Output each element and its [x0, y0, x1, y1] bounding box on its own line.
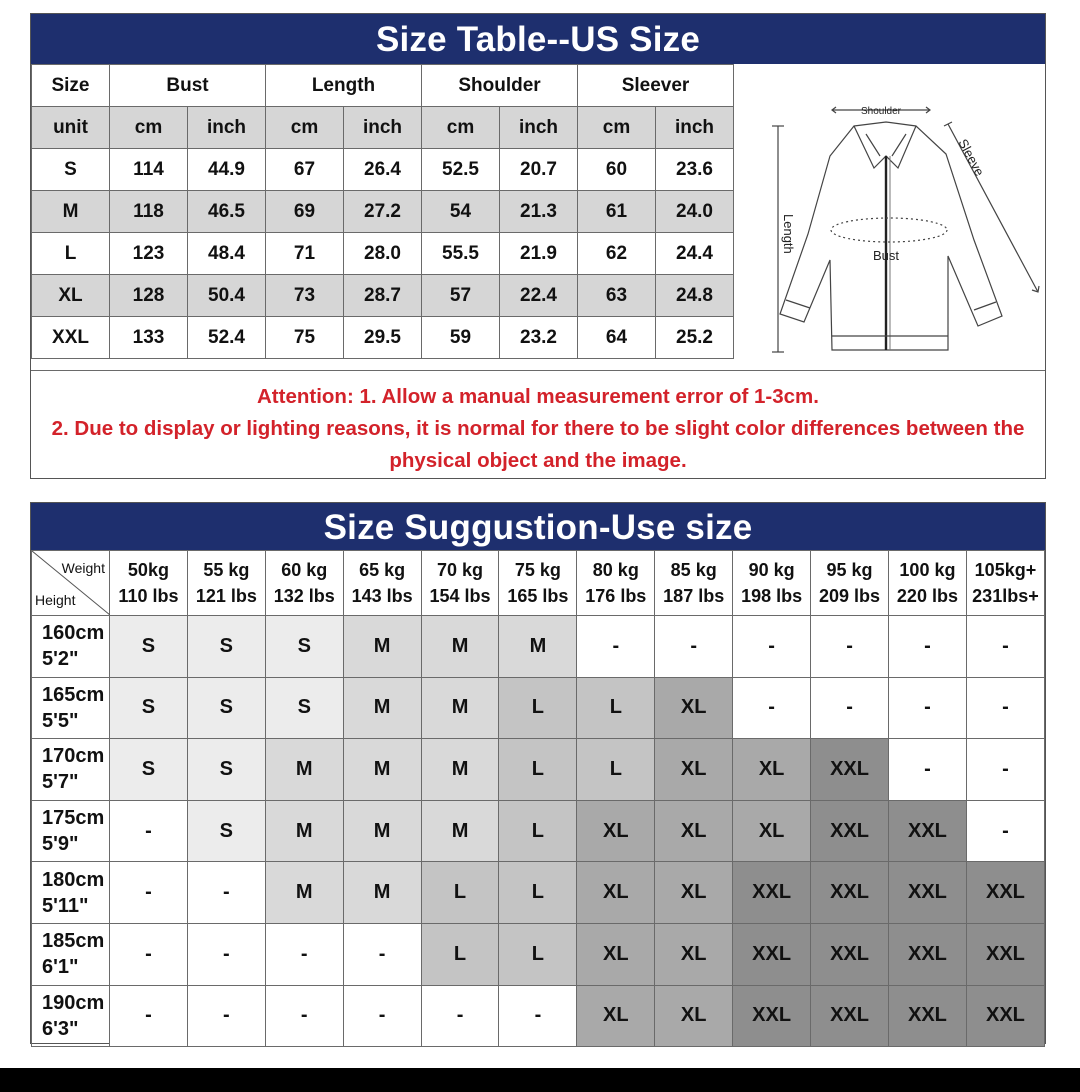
recommended-size-cell: - — [265, 923, 343, 985]
recommended-size-cell: XXL — [811, 800, 889, 862]
weight-kg: 90 kg — [748, 560, 795, 580]
recommended-size-cell: M — [343, 739, 421, 801]
weight-header-cell — [966, 551, 1044, 616]
size-table — [31, 64, 734, 359]
recommended-size-cell: XL — [733, 739, 811, 801]
weight-lbs: 176 lbs — [585, 586, 647, 606]
weight-kg: 80 kg — [592, 560, 639, 580]
recommended-size-cell: XXL — [811, 923, 889, 985]
weight-lbs: 220 lbs — [896, 586, 958, 606]
recommended-size-cell: XL — [577, 985, 655, 1047]
weight-lbs: 209 lbs — [819, 586, 881, 606]
recommended-size-cell: - — [966, 616, 1044, 678]
unit-cell: inch — [188, 107, 266, 149]
weight-kg: 100 kg — [899, 560, 956, 580]
measurement-cell: 71 — [266, 233, 344, 275]
measurement-cell: 24.0 — [656, 191, 734, 233]
weight-lbs: 143 lbs — [351, 586, 413, 606]
size-row — [32, 149, 734, 191]
recommended-size-cell: L — [421, 862, 499, 924]
weight-kg: 60 kg — [281, 560, 328, 580]
recommended-size-cell: - — [499, 985, 577, 1047]
weight-header-cell — [265, 551, 343, 616]
height-label — [32, 616, 110, 678]
recommended-size-cell: S — [109, 616, 187, 678]
diagram-sleeve-label: Sleeve — [955, 136, 988, 179]
size-row — [32, 191, 734, 233]
measurement-cell: 59 — [422, 317, 500, 359]
size-suggestion-table — [31, 550, 1045, 1047]
weight-kg: 75 kg — [514, 560, 561, 580]
attention-notice — [31, 370, 1045, 478]
size-row — [32, 275, 734, 317]
size-table-title: Size Table--US Size — [31, 14, 1045, 64]
weight-header-cell — [421, 551, 499, 616]
measurement-cell: 50.4 — [188, 275, 266, 317]
recommended-size-cell: XXL — [811, 985, 889, 1047]
weight-header-cell — [577, 551, 655, 616]
height-ft: 6'3" — [42, 1017, 79, 1040]
height-cm: 170cm — [42, 745, 105, 768]
header-length: Length — [266, 65, 422, 107]
recommended-size-cell: - — [888, 739, 966, 801]
recommended-size-cell: L — [499, 923, 577, 985]
size-label: XXL — [32, 317, 110, 359]
measurement-cell: 52.5 — [422, 149, 500, 191]
header-bust: Bust — [110, 65, 266, 107]
recommended-size-cell: S — [187, 800, 265, 862]
measurement-cell: 67 — [266, 149, 344, 191]
recommended-size-cell: M — [343, 677, 421, 739]
attention-line-2: 2. Due to display or lighting reasons, it is normal for there to be slight color differences between the — [51, 417, 1025, 440]
recommended-size-cell: - — [187, 923, 265, 985]
recommended-size-cell: XL — [655, 923, 733, 985]
recommended-size-cell: - — [966, 739, 1044, 801]
recommended-size-cell: XXL — [811, 862, 889, 924]
weight-header-cell — [109, 551, 187, 616]
measurement-cell: 75 — [266, 317, 344, 359]
recommended-size-cell: - — [109, 862, 187, 924]
recommended-size-cell: L — [499, 739, 577, 801]
recommended-size-cell: L — [499, 677, 577, 739]
height-cm: 190cm — [42, 991, 105, 1014]
height-cm: 160cm — [42, 622, 105, 645]
recommended-size-cell: - — [109, 800, 187, 862]
height-row — [32, 985, 1045, 1047]
recommended-size-cell: S — [187, 616, 265, 678]
recommended-size-cell: M — [421, 677, 499, 739]
height-label — [32, 862, 110, 924]
recommended-size-cell: M — [421, 739, 499, 801]
recommended-size-cell: XXL — [966, 985, 1044, 1047]
unit-cell: cm — [110, 107, 188, 149]
measurement-cell: 48.4 — [188, 233, 266, 275]
recommended-size-cell: L — [421, 923, 499, 985]
unit-cell: inch — [344, 107, 422, 149]
recommended-size-cell: - — [811, 616, 889, 678]
measurement-cell: 61 — [578, 191, 656, 233]
recommended-size-cell: L — [499, 800, 577, 862]
weight-lbs: 110 lbs — [118, 586, 179, 606]
unit-cell: cm — [578, 107, 656, 149]
recommended-size-cell: XXL — [888, 923, 966, 985]
height-label — [32, 923, 110, 985]
unit-cell: inch — [500, 107, 578, 149]
recommended-size-cell: - — [655, 616, 733, 678]
size-row — [32, 317, 734, 359]
recommended-size-cell: XXL — [811, 739, 889, 801]
recommended-size-cell: M — [265, 800, 343, 862]
weight-kg: 70 kg — [437, 560, 484, 580]
measurement-cell: 62 — [578, 233, 656, 275]
height-ft: 5'7" — [42, 771, 79, 794]
suggestion-title: Size Suggustion-Use size — [31, 503, 1045, 550]
measurement-cell: 28.7 — [344, 275, 422, 317]
recommended-size-cell: L — [577, 739, 655, 801]
size-table-header — [32, 65, 734, 107]
height-row — [32, 739, 1045, 801]
recommended-size-cell: XL — [655, 800, 733, 862]
measurement-cell: 26.4 — [344, 149, 422, 191]
measurement-cell: 25.2 — [656, 317, 734, 359]
weight-kg: 65 kg — [359, 560, 406, 580]
jacket-diagram — [734, 64, 1046, 370]
measurement-cell: 63 — [578, 275, 656, 317]
recommended-size-cell: XXL — [733, 985, 811, 1047]
measurement-cell: 21.3 — [500, 191, 578, 233]
measurement-cell: 57 — [422, 275, 500, 317]
recommended-size-cell: XXL — [888, 862, 966, 924]
weight-lbs: 165 lbs — [507, 586, 569, 606]
recommended-size-cell: - — [888, 677, 966, 739]
weight-header-cell — [655, 551, 733, 616]
measurement-cell: 44.9 — [188, 149, 266, 191]
size-row — [32, 233, 734, 275]
measurement-cell: 55.5 — [422, 233, 500, 275]
height-cm: 180cm — [42, 868, 105, 891]
recommended-size-cell: XXL — [733, 862, 811, 924]
weight-kg: 95 kg — [826, 560, 873, 580]
recommended-size-cell: XL — [655, 739, 733, 801]
weight-lbs: 198 lbs — [741, 586, 803, 606]
corner-cell — [32, 551, 110, 616]
recommended-size-cell: L — [499, 862, 577, 924]
height-row — [32, 677, 1045, 739]
recommended-size-cell: - — [187, 985, 265, 1047]
recommended-size-cell: - — [109, 985, 187, 1047]
recommended-size-cell: M — [421, 616, 499, 678]
diagram-shoulder-label: Shoulder — [860, 106, 902, 117]
jacket-outline-icon — [734, 64, 1046, 370]
recommended-size-cell: S — [265, 677, 343, 739]
recommended-size-cell: XXL — [888, 800, 966, 862]
height-row — [32, 616, 1045, 678]
height-ft: 6'1" — [42, 956, 79, 979]
recommended-size-cell: - — [966, 800, 1044, 862]
weight-header-cell — [187, 551, 265, 616]
measurement-cell: 60 — [578, 149, 656, 191]
diagram-bust-label: Bust — [872, 248, 900, 263]
recommended-size-cell: - — [577, 616, 655, 678]
weight-header-row — [32, 551, 1045, 616]
corner-height-label: Height — [35, 592, 76, 608]
recommended-size-cell: XXL — [966, 923, 1044, 985]
weight-header-cell — [343, 551, 421, 616]
height-cm: 165cm — [42, 683, 105, 706]
recommended-size-cell: M — [343, 800, 421, 862]
recommended-size-cell: M — [499, 616, 577, 678]
recommended-size-cell: M — [343, 862, 421, 924]
recommended-size-cell: - — [343, 923, 421, 985]
height-cm: 175cm — [42, 807, 105, 830]
size-label: XL — [32, 275, 110, 317]
recommended-size-cell: XXL — [733, 923, 811, 985]
measurement-cell: 46.5 — [188, 191, 266, 233]
measurement-cell: 21.9 — [500, 233, 578, 275]
weight-kg: 105kg+ — [974, 560, 1037, 580]
size-suggestion-section — [30, 502, 1046, 1044]
bottom-black-bar — [0, 1068, 1080, 1092]
measurement-cell: 27.2 — [344, 191, 422, 233]
recommended-size-cell: - — [811, 677, 889, 739]
recommended-size-cell: - — [187, 862, 265, 924]
height-ft: 5'2" — [42, 648, 79, 671]
measurement-cell: 123 — [110, 233, 188, 275]
unit-cell: cm — [266, 107, 344, 149]
weight-lbs: 231lbs+ — [972, 586, 1039, 606]
weight-header-cell — [811, 551, 889, 616]
measurement-cell: 22.4 — [500, 275, 578, 317]
recommended-size-cell: - — [343, 985, 421, 1047]
weight-lbs: 121 lbs — [195, 586, 257, 606]
recommended-size-cell: XXL — [966, 862, 1044, 924]
measurement-cell: 64 — [578, 317, 656, 359]
recommended-size-cell: XXL — [888, 985, 966, 1047]
weight-kg: 55 kg — [203, 560, 250, 580]
size-table-section — [30, 13, 1046, 479]
measurement-cell: 69 — [266, 191, 344, 233]
recommended-size-cell: - — [733, 616, 811, 678]
measurement-cell: 24.8 — [656, 275, 734, 317]
recommended-size-cell: XL — [655, 862, 733, 924]
weight-header-cell — [888, 551, 966, 616]
measurement-cell: 133 — [110, 317, 188, 359]
measurement-cell: 114 — [110, 149, 188, 191]
recommended-size-cell: L — [577, 677, 655, 739]
size-label: S — [32, 149, 110, 191]
measurement-cell: 28.0 — [344, 233, 422, 275]
height-label — [32, 677, 110, 739]
weight-header-cell — [733, 551, 811, 616]
measurement-cell: 24.4 — [656, 233, 734, 275]
weight-kg: 50kg — [127, 560, 169, 580]
measurement-cell: 23.2 — [500, 317, 578, 359]
height-label — [32, 985, 110, 1047]
size-table-units — [32, 107, 734, 149]
recommended-size-cell: S — [187, 739, 265, 801]
measurement-cell: 52.4 — [188, 317, 266, 359]
recommended-size-cell: XL — [577, 862, 655, 924]
height-row — [32, 923, 1045, 985]
recommended-size-cell: M — [265, 862, 343, 924]
height-ft: 5'11" — [42, 894, 89, 917]
unit-label: unit — [32, 107, 110, 149]
recommended-size-cell: - — [888, 616, 966, 678]
measurement-cell: 20.7 — [500, 149, 578, 191]
recommended-size-cell: XL — [655, 985, 733, 1047]
measurement-cell: 118 — [110, 191, 188, 233]
header-sleever: Sleever — [578, 65, 734, 107]
attention-line-3: physical object and the image. — [389, 449, 687, 472]
weight-lbs: 132 lbs — [273, 586, 335, 606]
recommended-size-cell: M — [343, 616, 421, 678]
recommended-size-cell: - — [966, 677, 1044, 739]
size-label: L — [32, 233, 110, 275]
recommended-size-cell: - — [421, 985, 499, 1047]
recommended-size-cell: XL — [733, 800, 811, 862]
recommended-size-cell: XL — [577, 923, 655, 985]
measurement-cell: 73 — [266, 275, 344, 317]
measurement-cell: 23.6 — [656, 149, 734, 191]
header-size: Size — [32, 65, 110, 107]
recommended-size-cell: M — [265, 739, 343, 801]
height-cm: 185cm — [42, 930, 105, 953]
weight-kg: 85 kg — [670, 560, 717, 580]
diagram-length-label: Length — [781, 214, 796, 254]
weight-lbs: 154 lbs — [429, 586, 491, 606]
recommended-size-cell: S — [265, 616, 343, 678]
height-label — [32, 739, 110, 801]
recommended-size-cell: XL — [577, 800, 655, 862]
recommended-size-cell: M — [421, 800, 499, 862]
measurement-cell: 54 — [422, 191, 500, 233]
unit-cell: cm — [422, 107, 500, 149]
height-ft: 5'5" — [42, 709, 79, 732]
recommended-size-cell: S — [109, 739, 187, 801]
measurement-cell: 29.5 — [344, 317, 422, 359]
recommended-size-cell: S — [187, 677, 265, 739]
size-label: M — [32, 191, 110, 233]
recommended-size-cell: - — [265, 985, 343, 1047]
height-row — [32, 800, 1045, 862]
height-label — [32, 800, 110, 862]
recommended-size-cell: - — [733, 677, 811, 739]
weight-header-cell — [499, 551, 577, 616]
corner-weight-label: Weight — [61, 560, 105, 576]
header-shoulder: Shoulder — [422, 65, 578, 107]
height-ft: 5'9" — [42, 833, 79, 856]
height-row — [32, 862, 1045, 924]
recommended-size-cell: S — [109, 677, 187, 739]
unit-cell: inch — [656, 107, 734, 149]
measurement-cell: 128 — [110, 275, 188, 317]
weight-lbs: 187 lbs — [663, 586, 725, 606]
attention-line-1: Attention: 1. Allow a manual measurement error of 1-3cm. — [257, 385, 819, 408]
recommended-size-cell: XL — [655, 677, 733, 739]
recommended-size-cell: - — [109, 923, 187, 985]
